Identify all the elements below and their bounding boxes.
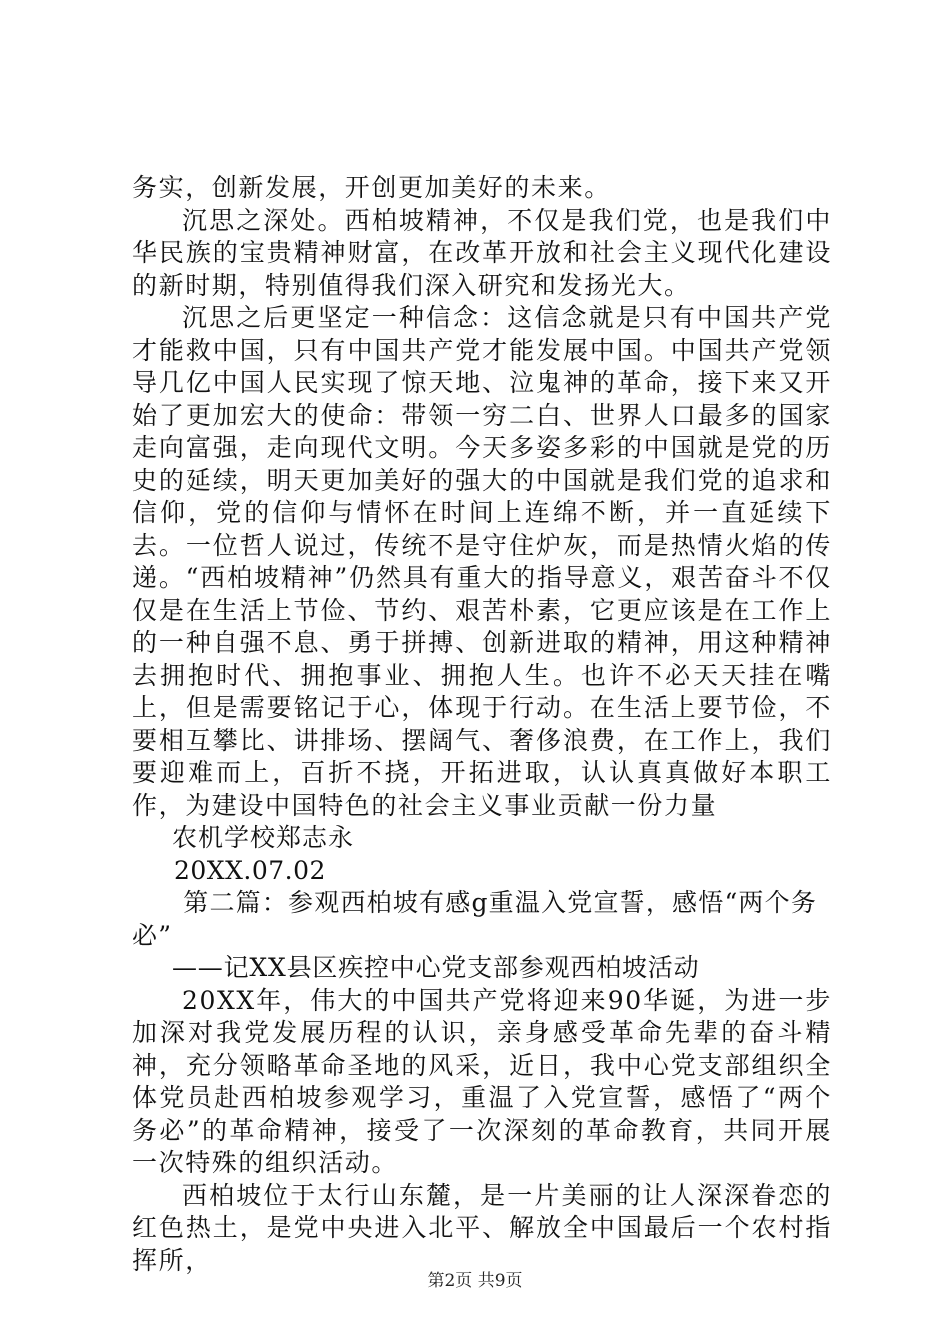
signature-date: 20XX.07.02 [174, 855, 326, 885]
paragraph-xibaipo-location: 西柏坡位于太行山东麓，是一片美丽的让人深深眷恋的红色热土，是党中央进入北平、解放全中国最后一个农村指挥所， [132, 1180, 832, 1275]
document-body [132, 172, 832, 1277]
paragraph-reflection: 沉思之深处。西柏坡精神，不仅是我们党，也是我们中华民族的宝贵精神财富，在改革开放和社会主义现代化建设的新时期，特别值得我们深入研究和发扬光大。 [132, 205, 832, 300]
section-subheading: ——记XX县区疾控中心党支部参观西柏坡活动 [172, 953, 700, 982]
section-heading: 第二篇：参观西柏坡有感g重温入党宣誓，感悟“两个务必” [132, 888, 818, 950]
author-signature: 农机学校郑志永 [172, 823, 355, 852]
paragraph-visit-intro: 20XX年，伟大的中国共产党将迎来90华诞，为进一步加深对我党发展历程的认识，亲身感受革命先辈的奋斗精神，充分领略革命圣地的风采，近日，我中心党支部组织全体党员赴西柏坡参观学习，重温了入党宣誓，感悟了“两个务必”的革命精神，接受了一次深刻的革命教育，共同开展一次特殊的组织活动。 [132, 985, 832, 1177]
page-number-footer: 第2页 共9页 [427, 1271, 523, 1291]
paragraph-belief: 沉思之后更坚定一种信念：这信念就是只有中国共产党才能救中国，只有中国共产党才能发展中国。中国共产党领导几亿中国人民实现了惊天地、泣鬼神的革命，接下来又开始了更加宏大的使命：带领一穷二白、世界人口最多的国家走向富强，走向现代文明。今天多姿多彩的中国就是党的历史的延续，明天更加美好的强大的中国就是我们党的追求和信仰，党的信仰与情怀在时间上连绵不断，并一直延续下去。一位哲人说过，传统不是守住炉灰，而是热情火焰的传递。“西柏坡精神”仍然具有重大的指导意义，艰苦奋斗不仅仅是在生活上节俭、节约、艰苦朴素，它更应该是在工作上的一种自强不息、勇于拼搏、创新进取的精神，用这种精神去拥抱时代、拥抱事业、拥抱人生。也许不必天天挂在嘴上，但是需要铭记于心，体现于行动。在生活上要节俭，不要相互攀比、讲排场、摆阔气、奢侈浪费，在工作上，我们要迎难而上，百折不挠，开拓进取，认认真真做好本职工作，为建设中国特色的社会主义事业贡献一份力量 [132, 303, 832, 820]
paragraph-continuation: 务实，创新发展，开创更加美好的未来。 [132, 173, 611, 202]
